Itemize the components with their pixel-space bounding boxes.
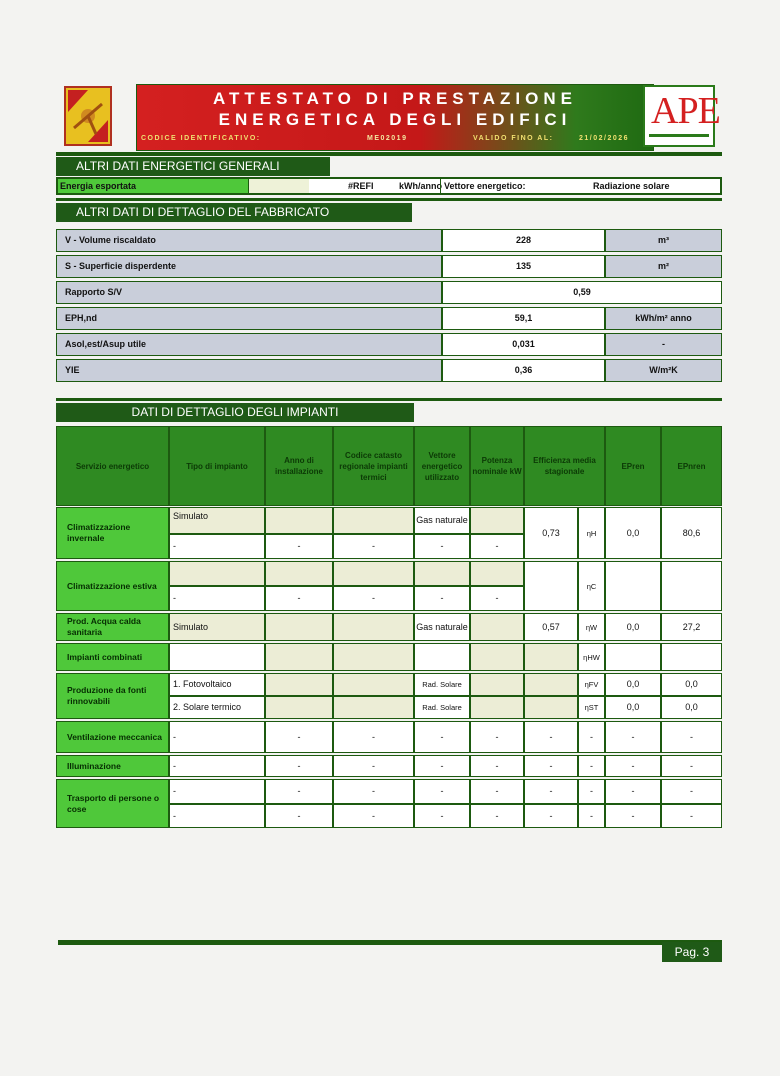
row-unit: kWh/m² anno — [605, 307, 722, 330]
energia-esportata-unit: kWh/anno — [399, 181, 442, 191]
efficienza-cell: - — [524, 804, 578, 828]
codice-cell — [333, 561, 414, 586]
epnren-cell — [661, 643, 722, 671]
efficienza-cell — [524, 561, 578, 611]
potenza-cell: - — [470, 804, 524, 828]
efficienza-cell — [524, 696, 578, 719]
tipo-cell: - — [169, 721, 265, 753]
potenza-cell: - — [470, 534, 524, 559]
anno-cell: - — [265, 804, 333, 828]
vettore-cell — [414, 561, 470, 586]
vettore-cell — [414, 643, 470, 671]
section-title-generali: ALTRI DATI ENERGETICI GENERALI — [56, 157, 330, 176]
codice-value: ME02019 — [367, 135, 408, 142]
col-header-codice: Codice catasto regionale impianti termici — [333, 426, 414, 506]
col-header-efficienza: Efficienza media stagionale — [524, 426, 605, 506]
row-label: Rapporto S/V — [56, 281, 442, 304]
section-title-fabbricato: ALTRI DATI DI DETTAGLIO DEL FABBRICATO — [56, 203, 412, 222]
tipo-cell: Simulato — [169, 507, 265, 534]
potenza-cell — [470, 696, 524, 719]
epren-cell: 0,0 — [605, 696, 661, 719]
col-header-epren: EPren — [605, 426, 661, 506]
vettore-cell: - — [414, 586, 470, 611]
rule-impianti — [56, 398, 722, 401]
energia-esportata-row — [56, 177, 722, 195]
codice-cell: - — [333, 804, 414, 828]
efficienza-cell: - — [524, 779, 578, 804]
fabbricato-row — [56, 307, 722, 330]
rule-fabbricato — [56, 198, 722, 201]
tipo-cell: - — [169, 779, 265, 804]
codice-label: CODICE IDENTIFICATIVO: — [141, 135, 261, 142]
anno-cell: - — [265, 721, 333, 753]
potenza-cell — [470, 643, 524, 671]
efficienza-cell: 0,57 — [524, 613, 578, 641]
row-label: S - Superficie disperdente — [56, 255, 442, 278]
energia-esportata-value: #REFI — [348, 181, 374, 191]
trinacria-icon — [66, 88, 110, 144]
header-rule — [56, 152, 722, 156]
vettore-cell: - — [414, 779, 470, 804]
codice-cell: - — [333, 755, 414, 777]
codice-cell — [333, 507, 414, 534]
epren-cell: - — [605, 779, 661, 804]
potenza-cell — [470, 673, 524, 696]
servizio-trasporto: Trasporto di persone o cose — [56, 779, 169, 828]
servizio-acqua-calda: Prod. Acqua calda sanitaria — [56, 613, 169, 641]
tipo-cell: - — [169, 534, 265, 559]
row-label: V - Volume riscaldato — [56, 229, 442, 252]
tipo-cell: - — [169, 755, 265, 777]
col-header-potenza: Potenza nominale kW — [470, 426, 524, 506]
col-header-servizio: Servizio energetico — [56, 426, 169, 506]
servizio-ventilazione: Ventilazione meccanica — [56, 721, 169, 753]
row-value: 0,36 — [442, 359, 605, 382]
vettore-value: Radiazione solare — [593, 181, 670, 191]
energia-esportata-label: Energia esportata — [58, 179, 248, 193]
potenza-cell: - — [470, 586, 524, 611]
eta-cell: ηH — [578, 507, 605, 559]
tipo-cell: Simulato — [169, 613, 265, 641]
epnren-cell: - — [661, 721, 722, 753]
codice-cell — [333, 673, 414, 696]
row-label: Asol,est/Asup utile — [56, 333, 442, 356]
efficienza-cell — [524, 673, 578, 696]
vettore-label: Vettore energetico: — [444, 181, 526, 191]
vettore-cell: Gas naturale — [414, 613, 470, 641]
col-header-anno: Anno di installazione — [265, 426, 333, 506]
epren-cell — [605, 561, 661, 611]
energia-esportata-pad — [248, 179, 309, 193]
codice-cell: - — [333, 586, 414, 611]
potenza-cell — [470, 561, 524, 586]
potenza-cell: - — [470, 721, 524, 753]
epnren-cell: 80,6 — [661, 507, 722, 559]
vettore-cell: - — [414, 721, 470, 753]
title-line-2: ENERGETICA DEGLI EDIFICI — [218, 110, 572, 129]
eta-cell: - — [578, 779, 605, 804]
anno-cell — [265, 613, 333, 641]
tipo-cell: 1. Fotovoltaico — [169, 673, 265, 696]
efficienza-cell — [524, 643, 578, 671]
tipo-cell — [169, 561, 265, 586]
page-number: Pag. 3 — [662, 942, 722, 962]
ape-logo-text: APE — [651, 90, 720, 132]
epnren-cell: - — [661, 755, 722, 777]
servizio-fonti-rinnovabili: Produzione da fonti rinnovabili — [56, 673, 169, 719]
codice-cell — [333, 696, 414, 719]
row-unit: m³ — [605, 229, 722, 252]
row-value: 228 — [442, 229, 605, 252]
row-unit: - — [605, 333, 722, 356]
ape-logo — [643, 85, 720, 147]
eta-cell: ηHW — [578, 643, 605, 671]
efficienza-cell: - — [524, 755, 578, 777]
epren-cell: - — [605, 755, 661, 777]
epnren-cell: 0,0 — [661, 696, 722, 719]
eta-cell: - — [578, 804, 605, 828]
vettore-cell: - — [414, 534, 470, 559]
epnren-cell: - — [661, 804, 722, 828]
potenza-cell — [470, 507, 524, 534]
servizio-climatizzazione-estiva: Climatizzazione estiva — [56, 561, 169, 611]
section-title-impianti: DATI DI DETTAGLIO DEGLI IMPIANTI — [56, 403, 414, 422]
vettore-cell: Gas naturale — [414, 507, 470, 534]
anno-cell: - — [265, 779, 333, 804]
anno-cell — [265, 643, 333, 671]
anno-cell — [265, 561, 333, 586]
col-header-epnren: EPnren — [661, 426, 722, 506]
epren-cell: - — [605, 721, 661, 753]
eta-cell: ηW — [578, 613, 605, 641]
eta-cell: - — [578, 721, 605, 753]
epren-cell — [605, 643, 661, 671]
anno-cell — [265, 507, 333, 534]
eta-cell: ηST — [578, 696, 605, 719]
anno-cell — [265, 696, 333, 719]
tipo-cell: - — [169, 804, 265, 828]
vettore-cell: Rad. Solare — [414, 696, 470, 719]
epnren-cell: - — [661, 779, 722, 804]
epren-cell: 0,0 — [605, 507, 661, 559]
col-header-tipo: Tipo di impianto — [169, 426, 265, 506]
row-unit: m² — [605, 255, 722, 278]
servizio-climatizzazione-invernale: Climatizzazione invernale — [56, 507, 169, 559]
efficienza-cell: 0,73 — [524, 507, 578, 559]
fabbricato-row — [56, 333, 722, 356]
eta-cell: ηC — [578, 561, 605, 611]
fabbricato-row — [56, 281, 722, 304]
footer-rule — [58, 940, 722, 945]
title-line-1: ATTESTATO DI PRESTAZIONE — [213, 89, 577, 108]
epren-cell: - — [605, 804, 661, 828]
servizio-impianti-combinati: Impianti combinati — [56, 643, 169, 671]
fabbricato-row — [56, 255, 722, 278]
epnren-cell — [661, 561, 722, 611]
vettore-cell: - — [414, 804, 470, 828]
vettore-row — [440, 179, 722, 193]
eta-cell: ηFV — [578, 673, 605, 696]
row-unit: W/m²K — [605, 359, 722, 382]
fabbricato-row — [56, 229, 722, 252]
epren-cell: 0,0 — [605, 673, 661, 696]
eta-cell: - — [578, 755, 605, 777]
row-label: EPH,nd — [56, 307, 442, 330]
row-value: 59,1 — [442, 307, 605, 330]
anno-cell — [265, 673, 333, 696]
potenza-cell — [470, 613, 524, 641]
row-value: 0,031 — [442, 333, 605, 356]
codice-cell: - — [333, 779, 414, 804]
row-value: 0,59 — [442, 281, 722, 304]
anno-cell: - — [265, 534, 333, 559]
anno-cell: - — [265, 755, 333, 777]
epnren-cell: 0,0 — [661, 673, 722, 696]
codice-cell: - — [333, 534, 414, 559]
potenza-cell: - — [470, 779, 524, 804]
vettore-cell: - — [414, 755, 470, 777]
epnren-cell: 27,2 — [661, 613, 722, 641]
potenza-cell: - — [470, 755, 524, 777]
vettore-cell: Rad. Solare — [414, 673, 470, 696]
codice-cell: - — [333, 721, 414, 753]
tipo-cell — [169, 643, 265, 671]
regione-logo — [64, 86, 112, 146]
valido-label: VALIDO FINO AL: — [473, 135, 554, 142]
efficienza-cell: - — [524, 721, 578, 753]
fabbricato-row — [56, 359, 722, 382]
row-value: 135 — [442, 255, 605, 278]
servizio-illuminazione: Illuminazione — [56, 755, 169, 777]
tipo-cell: - — [169, 586, 265, 611]
col-header-vettore: Vettore energetico utilizzato — [414, 426, 470, 506]
codice-cell — [333, 643, 414, 671]
valido-value: 21/02/2026 — [579, 135, 630, 142]
codice-cell — [333, 613, 414, 641]
title-banner — [136, 84, 654, 151]
row-label: YIE — [56, 359, 442, 382]
tipo-cell: 2. Solare termico — [169, 696, 265, 719]
anno-cell: - — [265, 586, 333, 611]
epren-cell: 0,0 — [605, 613, 661, 641]
